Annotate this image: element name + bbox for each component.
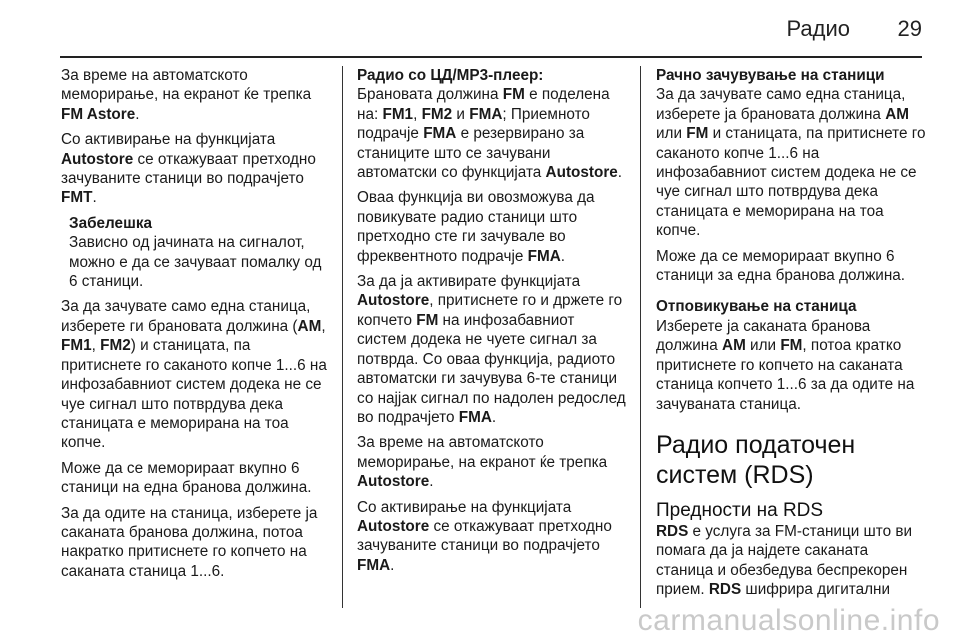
section-subtitle: Радио со ЦД/MP3-плеер: xyxy=(357,67,544,84)
text-run: , притиснете го и држете го копчето xyxy=(357,292,623,329)
page-title: Радио xyxy=(786,16,850,41)
bold-term: FM xyxy=(416,311,439,329)
bold-term: FMA xyxy=(357,556,391,574)
text-run: се откажуваат претходно зачуваните станици во подрачјето xyxy=(357,517,612,555)
paragraph xyxy=(357,85,627,182)
text-run: Оваа функција ви овозможува да повикувате радио станици што претходно сте ги зачувале во фреквентното подрачје xyxy=(357,189,595,265)
bold-term: RDS xyxy=(656,522,689,540)
column-middle xyxy=(357,66,627,581)
section-subtitle: Рачно зачувување на станици xyxy=(656,67,885,84)
paragraph xyxy=(656,85,926,240)
note-text xyxy=(69,233,331,291)
text-run: , потоа кратко притиснете го копчето на саканата станица копчето 1...6 за да одите на зачуваната станица. xyxy=(656,337,915,413)
paragraph xyxy=(357,433,627,491)
bold-term: FM Astore xyxy=(61,105,136,123)
bold-term: FM1 xyxy=(61,337,92,355)
text-run: е резервирано за станиците што се зачувани автоматски со функцијата xyxy=(357,125,585,182)
bold-term: FMA xyxy=(458,408,492,426)
text-run: или xyxy=(745,337,781,355)
text-run: За да одите на станица, изберете ја саканата бранова должина, потоа накратко притиснете го копчето на саканата станица 1...6. xyxy=(61,504,318,580)
text-run: . xyxy=(135,105,140,123)
bold-term: FM2 xyxy=(100,337,131,355)
text-run: . xyxy=(92,189,97,207)
bold-term: Autostore xyxy=(357,473,430,491)
text-run: . xyxy=(617,164,623,182)
paragraph xyxy=(61,459,331,498)
bold-term: FMT xyxy=(61,189,93,207)
bold-term: Autostore xyxy=(357,292,430,310)
page-header xyxy=(0,0,960,58)
text-run: и станицата, па притиснете го саканото копче 1...6 на инфозабавниот систем додека не се чуе сигнал што потврдува дека станицата е меморирана на тоа копче. xyxy=(656,125,926,240)
paragraph xyxy=(61,130,331,208)
text-run: Со активирање на функцијата xyxy=(61,131,276,149)
paragraph xyxy=(357,188,627,266)
text-run: или xyxy=(656,125,687,143)
text-run: шифрира дигитални xyxy=(741,581,890,599)
paragraph xyxy=(656,317,926,414)
text-run: , xyxy=(321,317,326,335)
section-heading: Радио податочен систем (RDS) xyxy=(656,430,856,489)
column-left xyxy=(61,66,331,587)
bold-term: FM xyxy=(780,337,803,355)
subsection-heading: Предности на RDS xyxy=(656,499,824,521)
bold-term: AM xyxy=(297,317,322,335)
note-title: Забелешка xyxy=(69,214,152,232)
text-run: . xyxy=(491,408,497,426)
text-run: . xyxy=(429,473,434,491)
paragraph xyxy=(61,66,331,124)
bold-term: Autostore xyxy=(61,150,134,168)
bold-term: AM xyxy=(885,105,909,123)
paragraph xyxy=(61,297,331,452)
bold-term: FM1 xyxy=(382,105,414,123)
text-run: , xyxy=(413,105,422,123)
text-run: на инфозабавниот систем додека не чуете сигнал за потврда. Со оваа функција, радиото автоматски ги зачувува 6-те станици со најјак сигнал по надолен редослед во подрачјето xyxy=(357,311,626,426)
bold-term: Autostore xyxy=(545,164,618,182)
bold-term: Autostore xyxy=(357,517,430,535)
text-run: Може да се меморираат вкупно 6 станици за една бранова должина. xyxy=(656,247,906,285)
page-number: 29 xyxy=(897,16,922,41)
text-run: . xyxy=(560,247,565,265)
text-run: и xyxy=(452,105,470,123)
text-run: Изберете ја саканата бранова должина xyxy=(656,317,871,355)
paragraph xyxy=(61,504,331,582)
bold-term: FM xyxy=(686,125,709,143)
paragraph xyxy=(656,247,926,286)
text-run: Може да се меморираат вкупно 6 станици на една бранова должина. xyxy=(61,459,312,497)
bold-term: AM xyxy=(722,337,746,355)
section-subtitle: Отповикување на станица xyxy=(656,298,857,316)
bold-term: FMA xyxy=(469,105,503,123)
text-run: се откажуваат претходно зачуваните станици во подрачјето xyxy=(61,150,316,188)
column-divider-1 xyxy=(342,66,343,608)
header-rule xyxy=(60,56,922,58)
bold-term: FMA xyxy=(527,247,561,265)
text-run: Зависно од јачината на сигналот, можно е да се зачуваат помалку од 6 станици. xyxy=(69,234,322,291)
bold-term: FM xyxy=(502,86,525,104)
text-run: За време на автоматското меморирање, на екранот ќе трепка xyxy=(61,67,312,104)
text-run: е поделена на: xyxy=(357,86,610,123)
text-run: ) и станицата, па притиснете го саканото копче 1...6 на инфозабавниот систем додека не се чуе сигнал што потврдува дека станицата е меморирана на тоа копче. xyxy=(61,337,327,452)
paragraph xyxy=(656,522,926,600)
paragraph xyxy=(357,498,627,576)
text-run: е услуга за FM-станици што ви помага да ја најдете саканата станица и обезбедува беспрекорен прием. xyxy=(656,522,913,599)
column-right xyxy=(656,66,926,606)
text-run: . xyxy=(390,556,395,574)
watermark: carmanualsonline.info xyxy=(637,604,940,637)
text-run: , xyxy=(91,337,101,355)
column-divider-2 xyxy=(640,66,641,608)
note-box xyxy=(69,214,331,292)
text-run: За време на автоматското меморирање, на екранот ќе трепка xyxy=(357,434,608,471)
text-run: Брановата должина xyxy=(357,86,503,104)
text-run: Со активирање на функцијата xyxy=(357,498,572,516)
bold-term: FM2 xyxy=(421,105,453,123)
text-run: ; Приемното подрачје xyxy=(357,105,590,143)
bold-term: FMA xyxy=(423,125,457,143)
text-run: За да ја активирате функцијата xyxy=(357,273,581,291)
text-run: За да зачувате само една станица, изберете ја брановата должина xyxy=(656,86,906,123)
bold-term: RDS xyxy=(708,581,742,599)
text-run: За да зачувате само една станица, изберете ги брановата должина ( xyxy=(61,298,311,335)
paragraph xyxy=(357,272,627,427)
